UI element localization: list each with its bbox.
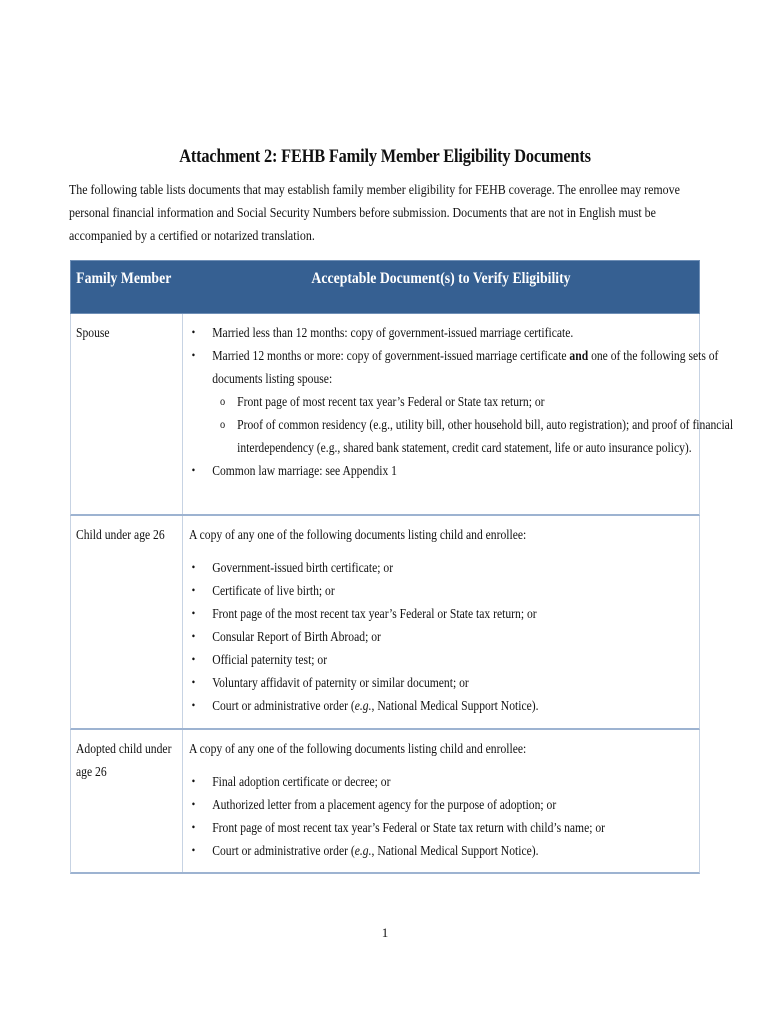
list-item: • Government-issued birth certificate; or <box>189 556 696 579</box>
bullet-icon: • <box>191 797 196 811</box>
list-item: • Front page of the most recent tax year’s Federal or State tax return; or <box>189 602 696 625</box>
sub-list-item: o Proof of common residency (e.g., utility bill, other household bill, auto registration); and proof of financial interdependency (e.g., shared bank statement, credit card statement, life or auto insurance policy). <box>189 413 736 459</box>
bullet-icon: • <box>191 583 196 597</box>
bullet-icon: • <box>191 606 196 620</box>
list-item: • Certificate of live birth; or <box>189 579 696 602</box>
page-title: Attachment 2: FEHB Family Member Eligibility Documents <box>179 146 591 167</box>
list-item: • Common law marriage: see Appendix 1 <box>189 459 696 482</box>
list-item: • Married less than 12 months: copy of government-issued marriage certificate. <box>189 321 696 344</box>
bullet-icon: • <box>191 629 196 643</box>
list-item: • Final adoption certificate or decree; or <box>189 770 696 793</box>
table-row-child <box>70 516 700 730</box>
header-acceptable-documents: Acceptable Document(s) to Verify Eligibility <box>311 270 571 287</box>
documents-cell <box>183 730 770 872</box>
intro-paragraph: The following table lists documents that may establish family member eligibility for FEHB coverage. The enrollee may remove personal financial information and Social Security Numbers before submission. Documents that are not in English must be accompanied by a certified or notarized translation. <box>69 182 680 243</box>
bullet-icon: • <box>191 348 196 362</box>
family-member-label: Spouse <box>76 325 110 340</box>
page-number: 1 <box>381 925 389 940</box>
family-member-label: Child under age 26 <box>76 527 165 542</box>
bullet-icon: • <box>191 325 196 339</box>
bullet-icon: • <box>191 675 196 689</box>
family-member-cell <box>71 730 183 872</box>
list-item: • Court or administrative order (e.g., National Medical Support Notice). <box>189 694 696 717</box>
table-header <box>70 260 700 314</box>
list-item: • Consular Report of Birth Abroad; or <box>189 625 696 648</box>
list-item: • Court or administrative order (e.g., National Medical Support Notice). <box>189 839 696 862</box>
eligibility-table <box>70 260 734 874</box>
documents-cell <box>183 314 770 514</box>
bullet-icon: • <box>191 463 196 477</box>
sub-list-item: o Front page of most recent tax year’s Federal or State tax return; or <box>189 390 696 413</box>
bullet-icon: • <box>191 774 196 788</box>
bullet-icon: • <box>191 652 196 666</box>
list-item: • Married 12 months or more: copy of government-issued marriage certificate and one of the following sets of documents listing spouse: <box>189 344 722 390</box>
family-member-cell <box>71 516 183 728</box>
bullet-icon: • <box>191 820 196 834</box>
bullet-icon: • <box>191 843 196 857</box>
bullet-icon: • <box>191 560 196 574</box>
list-item: • Front page of most recent tax year’s Federal or State tax return with child’s name; or <box>189 816 696 839</box>
documents-cell <box>183 516 770 728</box>
family-member-cell <box>71 314 183 514</box>
table-row-spouse <box>70 314 734 516</box>
list-item: • Authorized letter from a placement agency for the purpose of adoption; or <box>189 793 696 816</box>
list-item: • Voluntary affidavit of paternity or similar document; or <box>189 671 696 694</box>
lead-text: A copy of any one of the following documents listing child and enrollee: <box>189 741 527 756</box>
lead-text: A copy of any one of the following documents listing child and enrollee: <box>189 527 527 542</box>
header-family-member: Family Member <box>76 270 172 287</box>
table-row-adopted-child <box>70 730 700 874</box>
list-item: • Official paternity test; or <box>189 648 696 671</box>
family-member-label: Adopted child under age 26 <box>76 741 172 779</box>
circle-bullet-icon: o <box>219 417 226 431</box>
circle-bullet-icon: o <box>219 394 226 408</box>
bullet-icon: • <box>191 698 196 712</box>
